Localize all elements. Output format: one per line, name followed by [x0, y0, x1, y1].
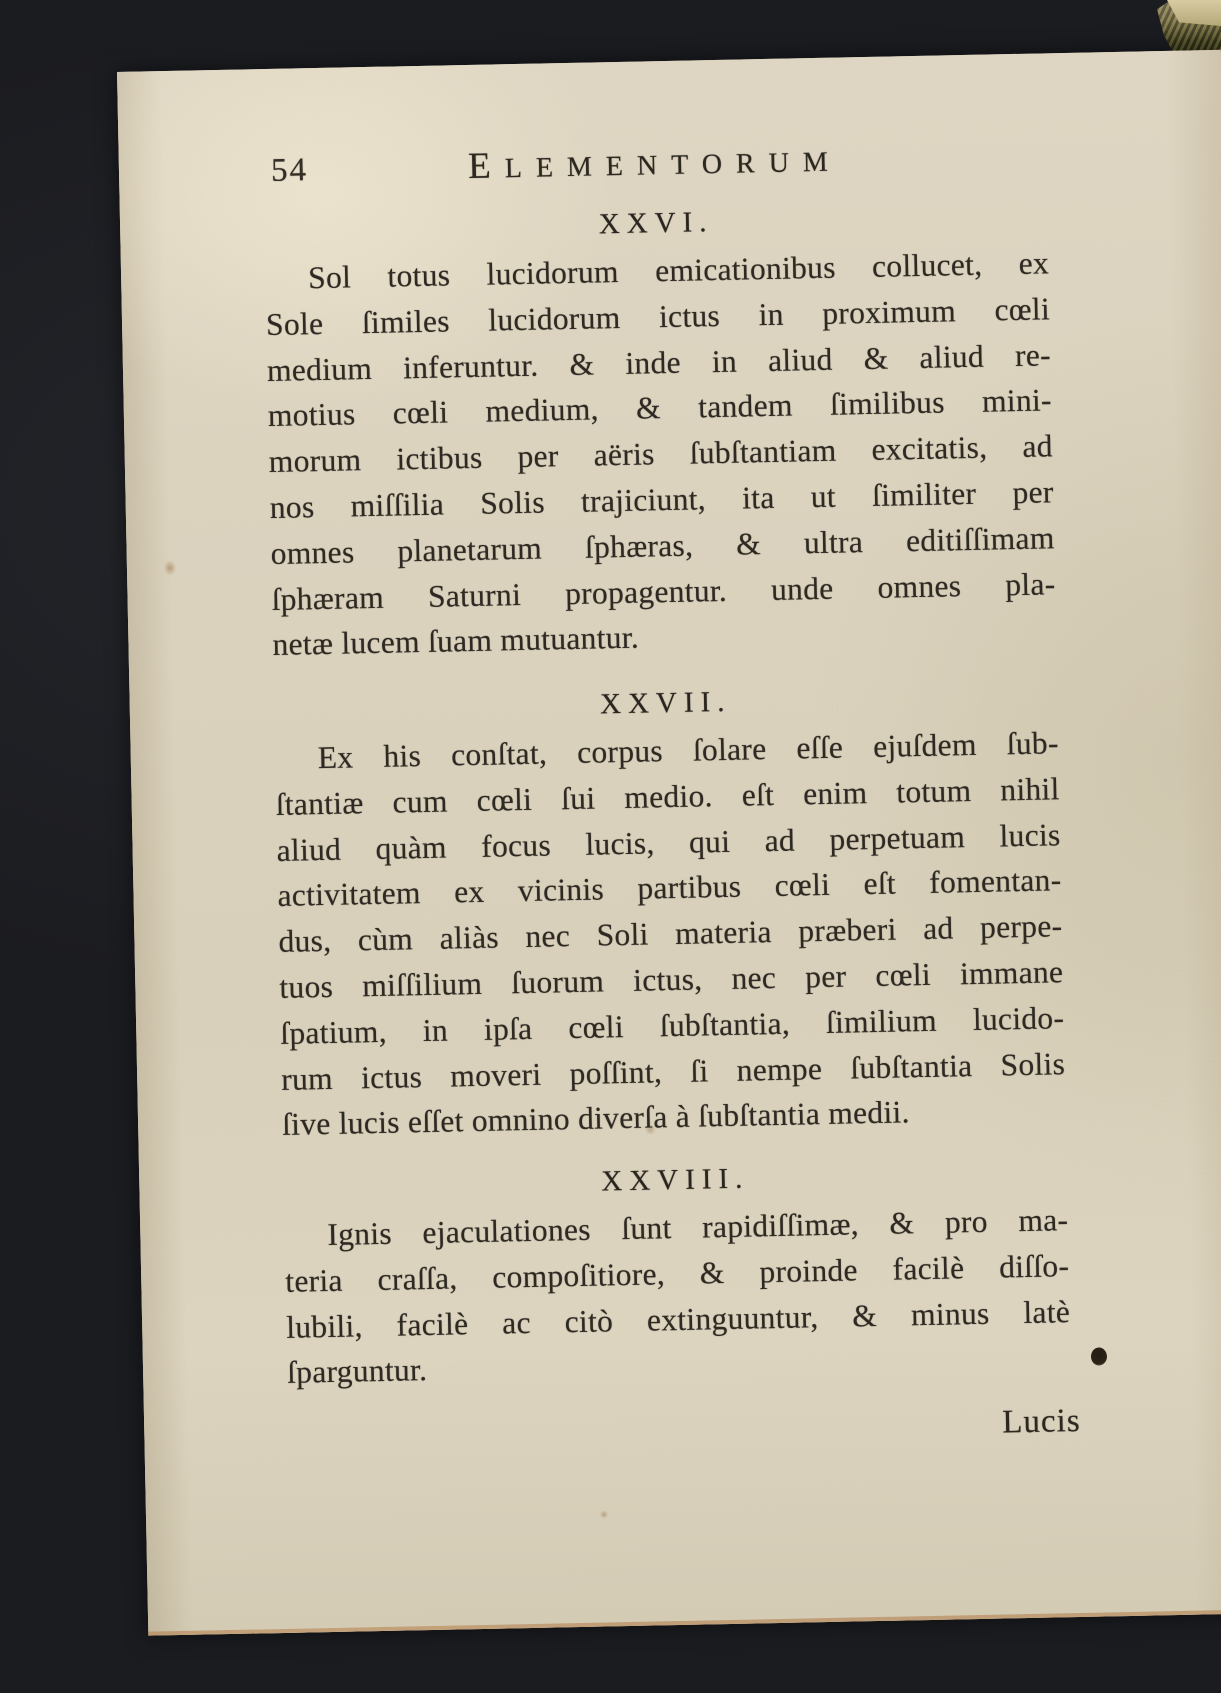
running-title: ELEMENTORUM	[467, 145, 843, 187]
text-line: rum ictus moveri poſſint, ſi nempe ſubſtantia Solis	[280, 1045, 1066, 1097]
text-line: tuos miſſilium ſuorum ictus, nec per cœli immane	[279, 954, 1064, 1005]
text-line: Sol totus lucidorum emicationibus collucet, ex	[307, 245, 1050, 296]
text-block	[261, 53, 1076, 1628]
page-number: 54	[270, 152, 309, 189]
text-line: ſtantiæ cum cœli ſui medio. eſt enim totum nihil	[275, 771, 1060, 822]
section-heading: XXVII.	[599, 685, 732, 721]
section-xxvii	[274, 679, 1067, 1148]
text-line: lubili, facilè ac citò extinguuntur, & minus latè	[285, 1293, 1071, 1345]
ink-blot	[1091, 1347, 1107, 1365]
text-line: aliud quàm focus lucis, qui ad perpetuam lucis	[276, 816, 1061, 868]
text-line: ſpatium, in ipſa cœli ſubſtantia, ſimilium lucido-	[279, 999, 1065, 1051]
text-line: omnes planetarum ſphæras, & ultra editiſſimam	[270, 520, 1055, 571]
text-line: ſive lucis eſſet omnino diverſa à ſubſtantia medii.	[281, 1094, 911, 1143]
text-line: activitatem ex vicinis partibus cœli eſt fomentan-	[277, 862, 1062, 914]
text-line: Ex his conſtat, corpus ſolare eſſe ejuſdem ſub-	[317, 725, 1060, 776]
section-heading: XXVI.	[598, 206, 714, 241]
text-line: morum ictibus per aëris ſubſtantiam excitatis, ad	[268, 428, 1054, 480]
text-line: ſphæram Saturni propagentur. unde omnes pla-	[271, 565, 1056, 617]
text-line: teria craſſa, compoſitiore, & proinde facilè diſſo-	[284, 1247, 1070, 1299]
text-line: nos miſſilia Solis trajiciunt, ita ut ſimiliter per	[269, 474, 1054, 526]
section-xxviii	[283, 1156, 1071, 1396]
book-page	[117, 50, 1221, 1636]
text-line: Ignis ejaculationes ſunt rapidiſſimæ, & pro ma-	[327, 1202, 1069, 1253]
text-line: medium inferuntur. & inde in aliud & aliud re-	[266, 336, 1052, 388]
text-line: ſparguntur.	[286, 1352, 428, 1391]
section-heading: XXVIII.	[601, 1162, 750, 1198]
text-line: netæ lucem ſuam mutuantur.	[272, 620, 640, 663]
text-line: Sole ſimiles lucidorum ictus in proximum cœli	[265, 291, 1051, 342]
section-xxvi	[264, 199, 1057, 668]
text-line: dus, cùm aliàs nec Soli materia præberi ad perpe-	[278, 908, 1063, 960]
catchword: Lucis	[1001, 1402, 1081, 1441]
text-line: motius cœli medium, & tandem ſimilibus mini-	[267, 382, 1053, 434]
